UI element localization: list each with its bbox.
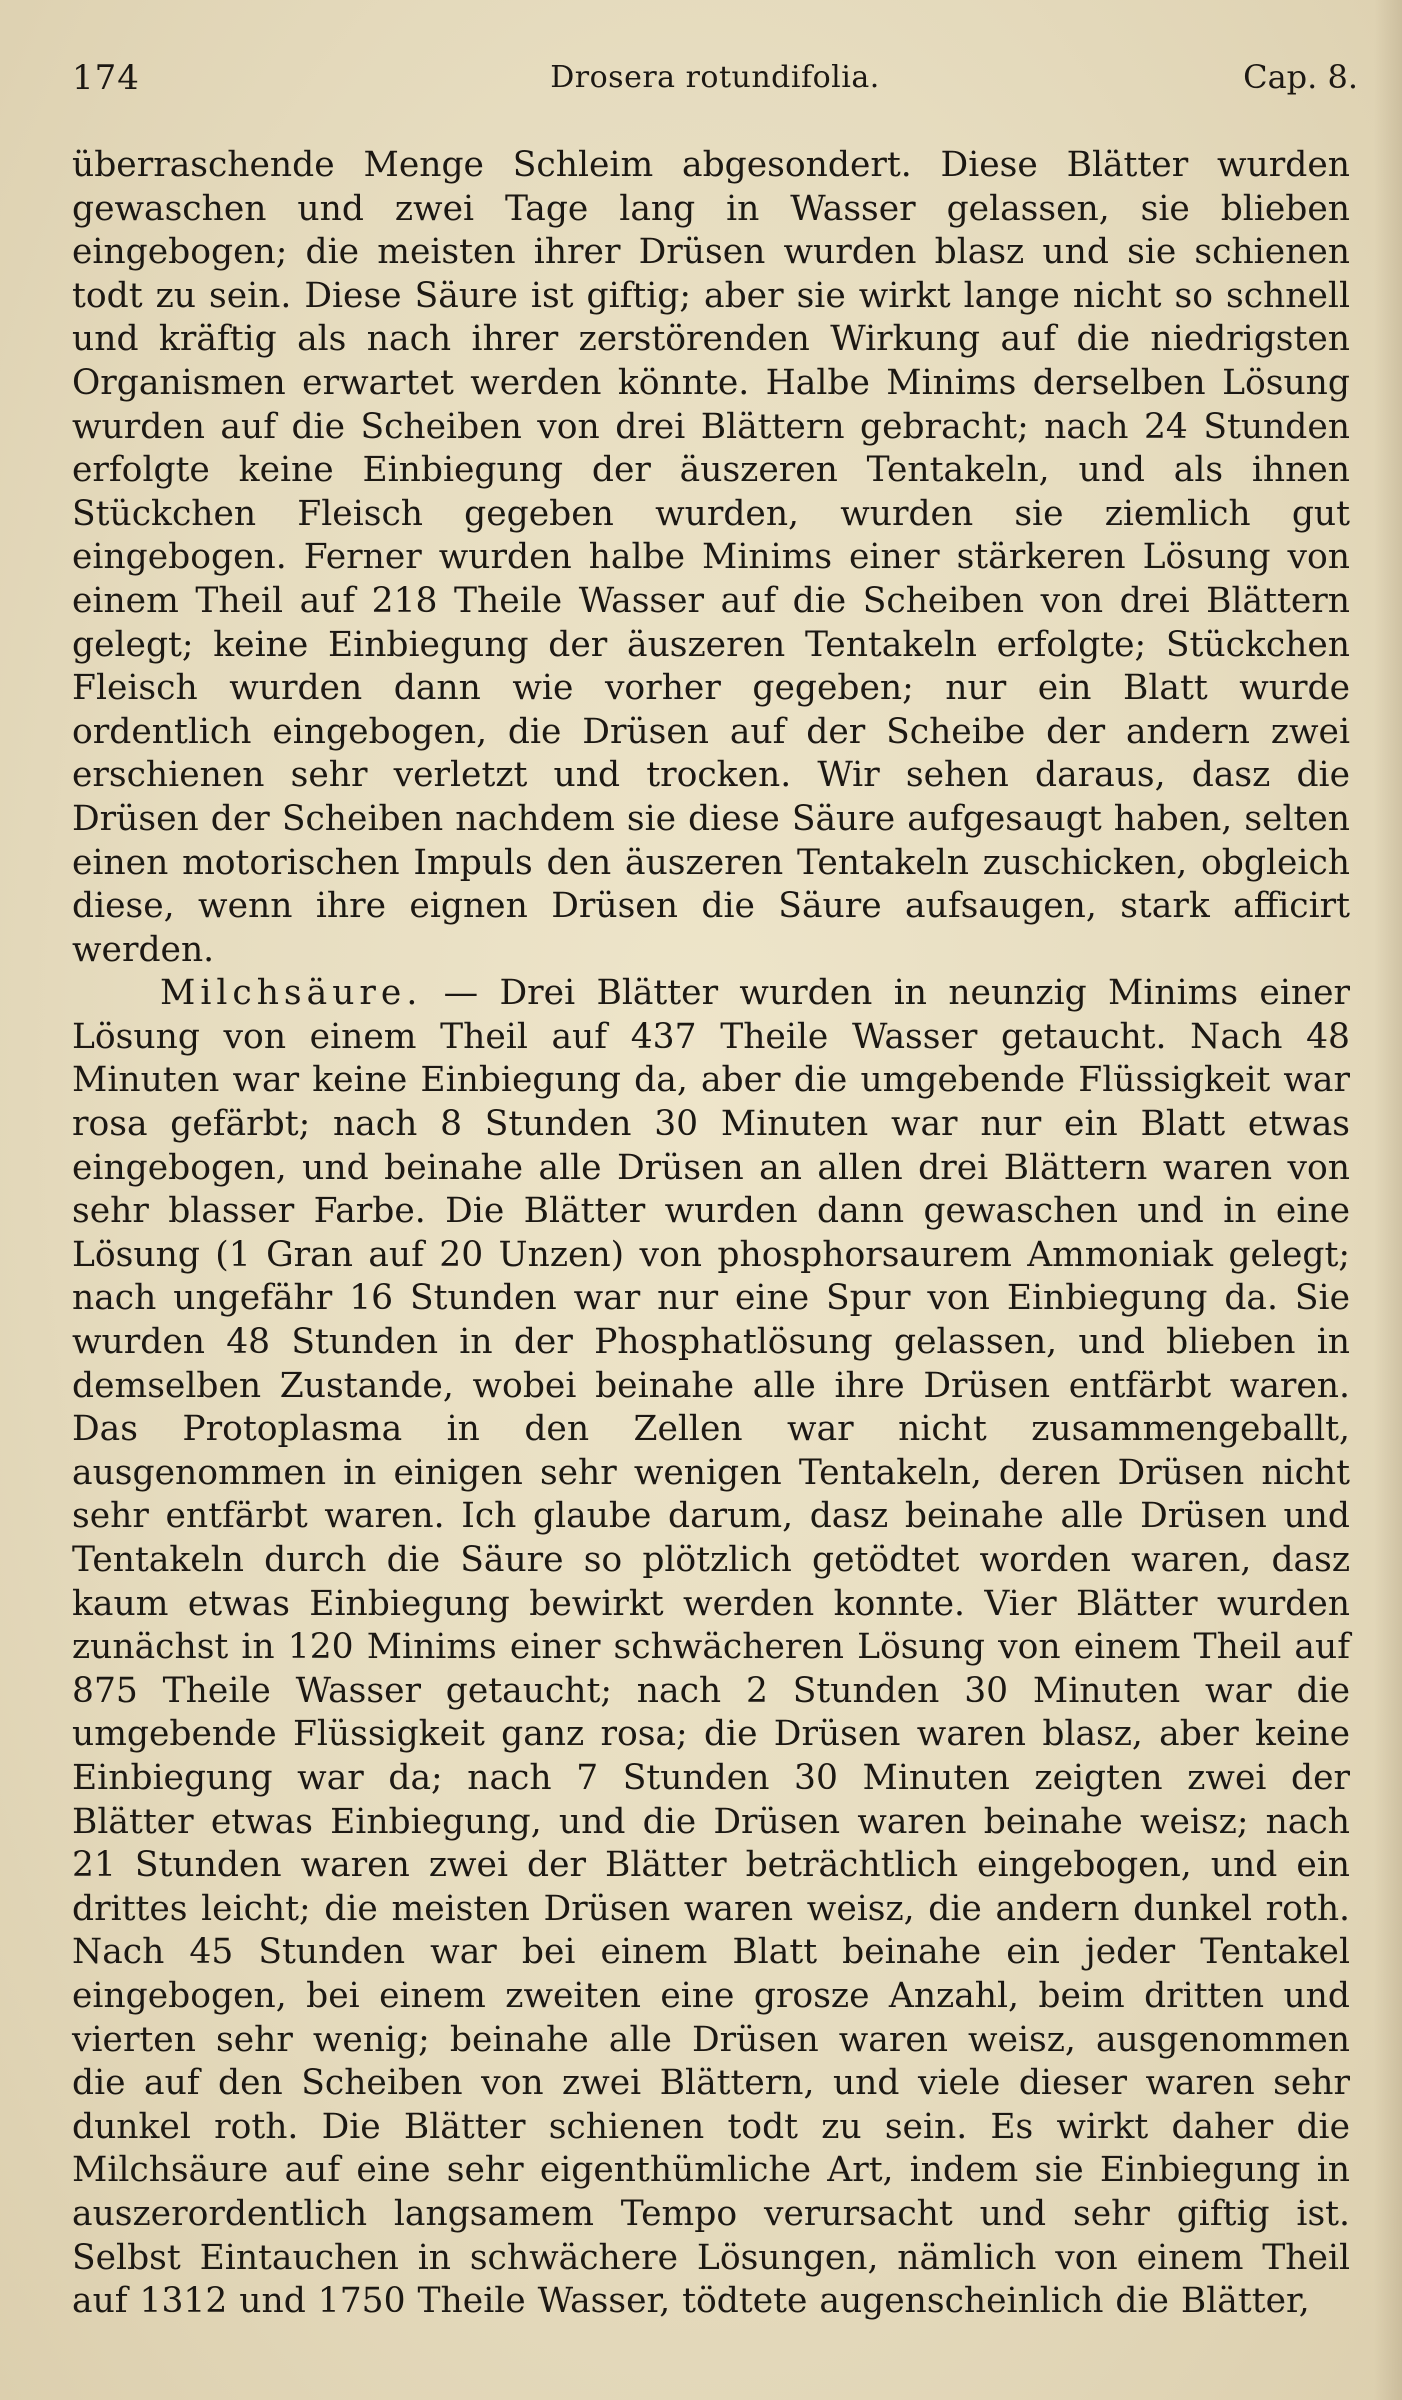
section-heading-milchsaeure: Milchsäure.	[160, 973, 423, 1014]
page-header	[72, 52, 1358, 102]
body-text	[72, 144, 1350, 2324]
chapter-reference: Cap. 8.	[1243, 58, 1358, 96]
running-title: Drosera rotundifolia.	[550, 60, 880, 95]
page-number: 174	[72, 58, 140, 98]
paragraph-milchsaeure	[72, 972, 1350, 2323]
paragraph-milchsaeure-text: — Drei Blätter wurden in neunzig Minims einer Lösung von einem Theil auf 437 Theile Wasser getaucht. Nach 48 Minuten war keine Einbiegung da, aber die umgebende Flüssigkeit war rosa gefärbt; nach 8 Stunden 30 Minuten war nur ein Blatt etwas eingebogen, und beinahe alle Drüsen an allen drei Blättern waren von sehr blasser Farbe. Die Blätter wurden dann gewaschen und in eine Lösung (1 Gran auf 20 Unzen) von phosphorsaurem Ammoniak gelegt; nach ungefähr 16 Stunden war nur eine Spur von Einbiegung da. Sie wurden 48 Stunden in der Phosphatlösung gelassen, und blieben in demselben Zustande, wobei beinahe alle ihre Drüsen entfärbt waren. Das Protoplasma in den Zellen war nicht zusammengeballt, ausgenommen in einigen sehr wenigen Tentakeln, deren Drüsen nicht sehr entfärbt waren. Ich glaube darum, dasz beinahe alle Drüsen und Tentakeln durch die Säure so plötzlich getödtet worden waren, dasz kaum etwas Einbiegung bewirkt werden konnte. Vier Blätter wurden zunächst in 120 Minims einer schwächeren Lösung von einem Theil auf 875 Theile Wasser getaucht; nach 2 Stunden 30 Minuten war die umgebende Flüssigkeit ganz rosa; die Drüsen waren blasz, aber keine Einbiegung war da; nach 7 Stunden 30 Minuten zeigten zwei der Blätter etwas Einbiegung, und die Drüsen waren beinahe weisz; nach 21 Stunden waren zwei der Blätter beträchtlich eingebogen, und ein drittes leicht; die meisten Drüsen waren weisz, die andern dunkel roth. Nach 45 Stunden war bei einem Blatt beinahe ein jeder Tentakel eingebogen, bei einem zweiten eine grosze Anzahl, beim dritten und vierten sehr wenig; beinahe alle Drüsen waren weisz, ausgenommen die auf den Scheiben von zwei Blättern, und viele dieser waren sehr dunkel roth. Die Blätter schienen todt zu sein. Es wirkt daher die Milchsäure auf eine sehr eigenthümliche Art, indem sie Einbiegung in auszerordentlich langsamem Tempo verursacht und sehr giftig ist. Selbst Eintauchen in schwächere Lösungen, nämlich von einem Theil auf 1312 und 1750 Theile Wasser, tödtete augenscheinlich die Blätter,	[72, 973, 1350, 2322]
paragraph-continuation: überraschende Menge Schleim abgesondert. Diese Blätter wurden gewaschen und zwei Tage lang in Wasser gelassen, sie blieben eingebogen; die meisten ihrer Drüsen wurden blasz und sie schienen todt zu sein. Diese Säure ist giftig; aber sie wirkt lange nicht so schnell und kräftig als nach ihrer zerstörenden Wirkung auf die niedrigsten Organismen erwartet werden könnte. Halbe Minims derselben Lösung wurden auf die Scheiben von drei Blättern gebracht; nach 24 Stunden erfolgte keine Einbiegung der äuszeren Tentakeln, und als ihnen Stückchen Fleisch gegeben wurden, wurden sie ziemlich gut eingebogen. Ferner wurden halbe Minims einer stärkeren Lösung von einem Theil auf 218 Theile Wasser auf die Scheiben von drei Blättern gelegt; keine Einbiegung der äuszeren Tentakeln erfolgte; Stückchen Fleisch wurden dann wie vorher gegeben; nur ein Blatt wurde ordentlich eingebogen, die Drüsen auf der Scheibe der andern zwei erschienen sehr verletzt und trocken. Wir sehen daraus, dasz die Drüsen der Scheiben nachdem sie diese Säure aufgesaugt haben, selten einen motorischen Impuls den äuszeren Tentakeln zuschicken, obgleich diese, wenn ihre eignen Drüsen die Säure aufsaugen, stark afficirt werden.	[72, 145, 1350, 970]
page-edge-shadow	[1374, 0, 1402, 2400]
